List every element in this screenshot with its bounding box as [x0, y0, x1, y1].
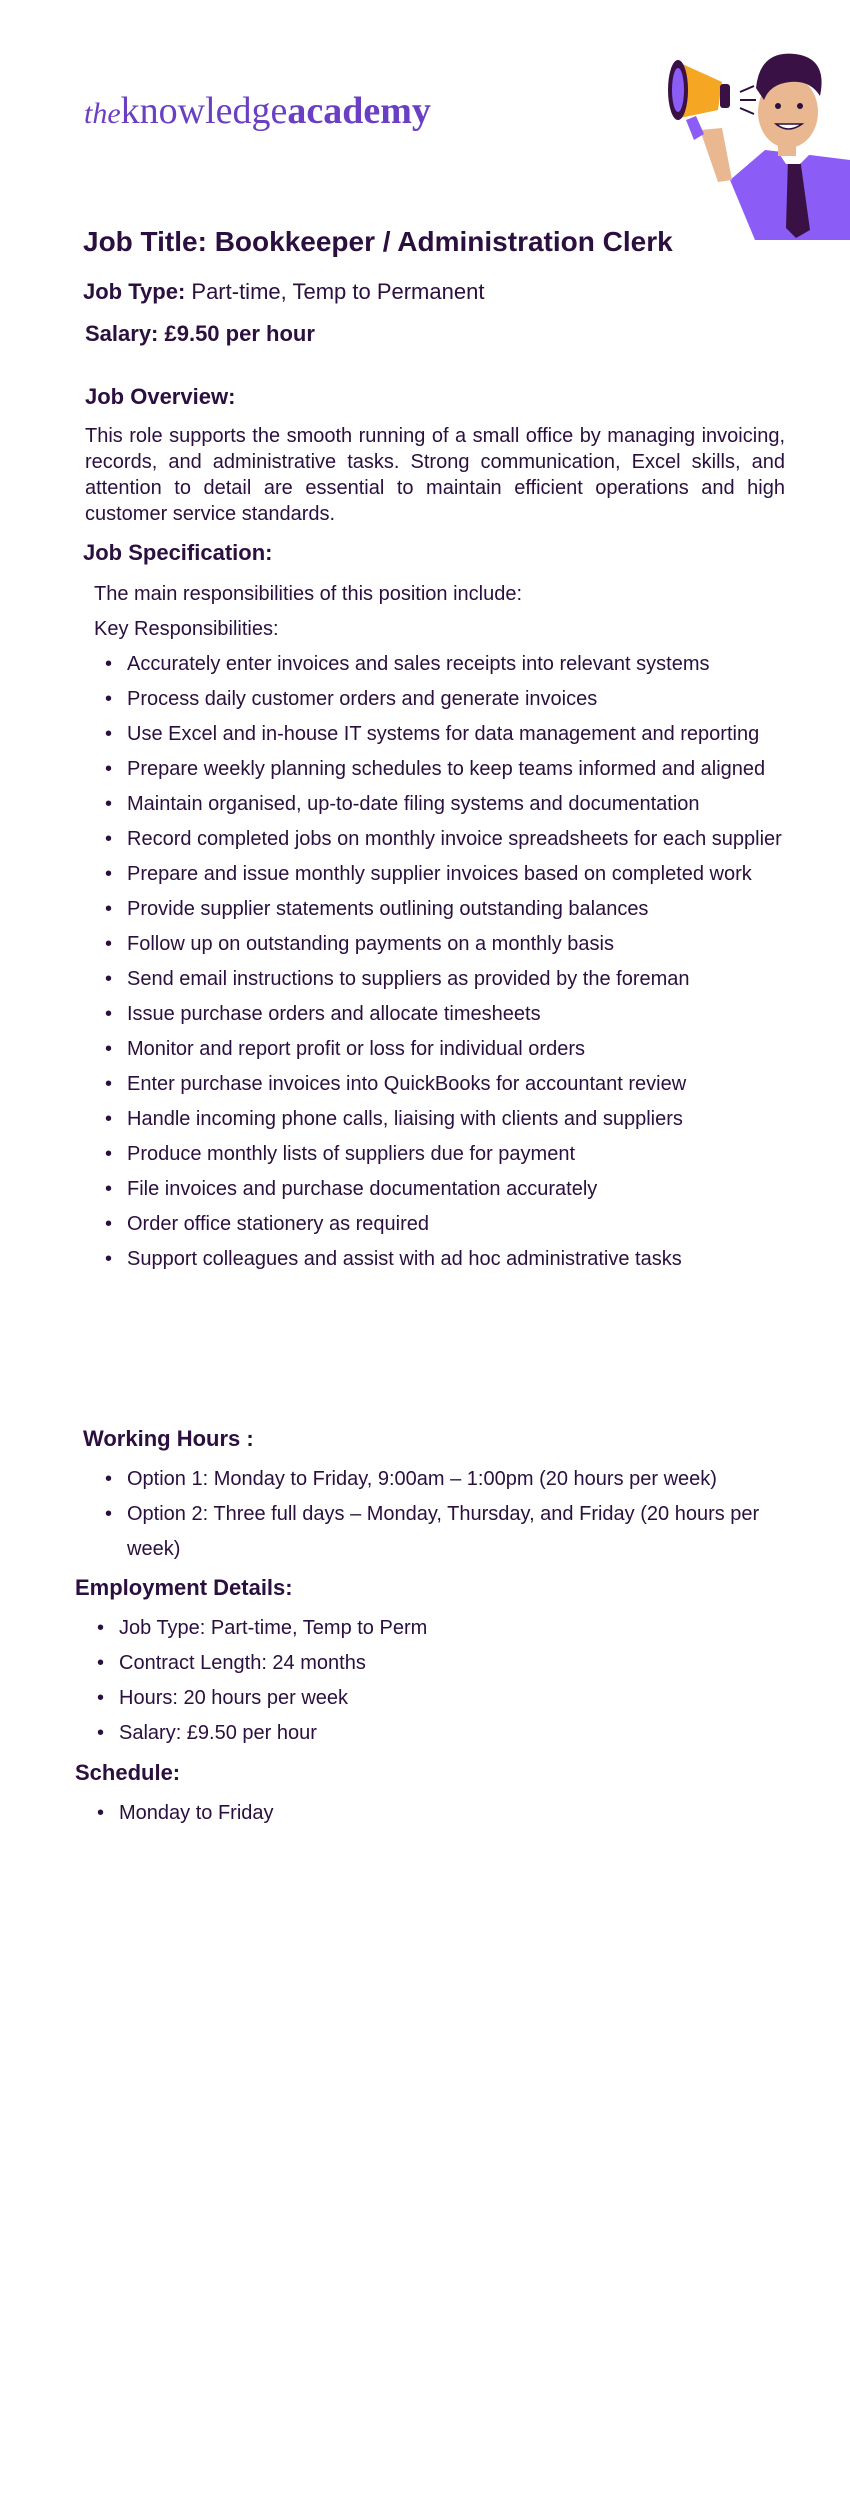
list-item: • File invoices and purchase documentation accurately: [127, 1172, 787, 1207]
megaphone-person-icon: [660, 40, 850, 240]
list-item: • Enter purchase invoices into QuickBooks for accountant review: [127, 1067, 787, 1102]
list-item: • Maintain organised, up-to-date filing systems and documentation: [127, 787, 787, 822]
key-responsibilities-label: Key Responsibilities:: [94, 618, 279, 640]
list-item: • Process daily customer orders and generate invoices: [127, 682, 787, 717]
list-item: • Order office stationery as required: [127, 1207, 787, 1242]
job-type-row: [83, 276, 484, 308]
list-item: • Contract Length: 24 months: [119, 1646, 779, 1681]
list-item: • Record completed jobs on monthly invoice spreadsheets for each supplier: [127, 822, 787, 857]
schedule-list: [119, 1796, 779, 1831]
responsibilities-list: [127, 647, 787, 1277]
list-item: • Send email instructions to suppliers as provided by the foreman: [127, 962, 787, 997]
employment-heading: Employment Details:: [75, 1575, 293, 1600]
list-item: • Prepare and issue monthly supplier invoices based on completed work: [127, 857, 787, 892]
list-item: • Issue purchase orders and allocate timesheets: [127, 997, 787, 1032]
logo-academy: academy: [287, 90, 431, 132]
employment-list: [119, 1611, 779, 1751]
list-item: • Prepare weekly planning schedules to keep teams informed and aligned: [127, 752, 787, 787]
list-item: • Job Type: Part-time, Temp to Perm: [119, 1611, 779, 1646]
list-item: • Follow up on outstanding payments on a monthly basis: [127, 927, 787, 962]
job-type-label: Job Type:: [83, 279, 186, 304]
list-item: • Handle incoming phone calls, liaising with clients and suppliers: [127, 1102, 787, 1137]
working-hours-heading: Working Hours :: [83, 1426, 254, 1451]
brand-logo: [84, 86, 431, 139]
list-item: • Provide supplier statements outlining outstanding balances: [127, 892, 787, 927]
salary-row: Salary: £9.50 per hour: [85, 321, 315, 346]
job-type-value: Part-time, Temp to Permanent: [191, 279, 485, 304]
list-item: • Produce monthly lists of suppliers due for payment: [127, 1137, 787, 1172]
overview-heading: Job Overview:: [85, 384, 236, 409]
list-item: • Accurately enter invoices and sales receipts into relevant systems: [127, 647, 787, 682]
list-item: • Use Excel and in-house IT systems for data management and reporting: [127, 717, 787, 752]
specification-heading: Job Specification:: [83, 540, 273, 565]
working-hours-list: [127, 1462, 787, 1567]
list-item: • Hours: 20 hours per week: [119, 1681, 779, 1716]
list-item: • Salary: £9.50 per hour: [119, 1716, 779, 1751]
overview-text: This role supports the smooth running of a small office by managing invoicing, records, and administrative tasks. Strong communication, Excel skills, and attention to detail are essential to maintain efficient operations and high customer service standards.: [85, 425, 785, 525]
logo-the: the: [84, 97, 121, 130]
list-item: • Monitor and report profit or loss for individual orders: [127, 1032, 787, 1067]
specification-intro: The main responsibilities of this position include:: [94, 583, 522, 605]
list-item: • Monday to Friday: [119, 1796, 779, 1831]
list-item: • Support colleagues and assist with ad hoc administrative tasks: [127, 1242, 787, 1277]
list-item: • Option 2: Three full days – Monday, Thursday, and Friday (20 hours per week): [127, 1497, 787, 1567]
page-title: Job Title: Bookkeeper / Administration Clerk: [83, 226, 673, 257]
logo-knowledge: knowledge: [120, 90, 288, 132]
list-item: • Option 1: Monday to Friday, 9:00am – 1:00pm (20 hours per week): [127, 1462, 787, 1497]
schedule-heading: Schedule:: [75, 1760, 181, 1785]
